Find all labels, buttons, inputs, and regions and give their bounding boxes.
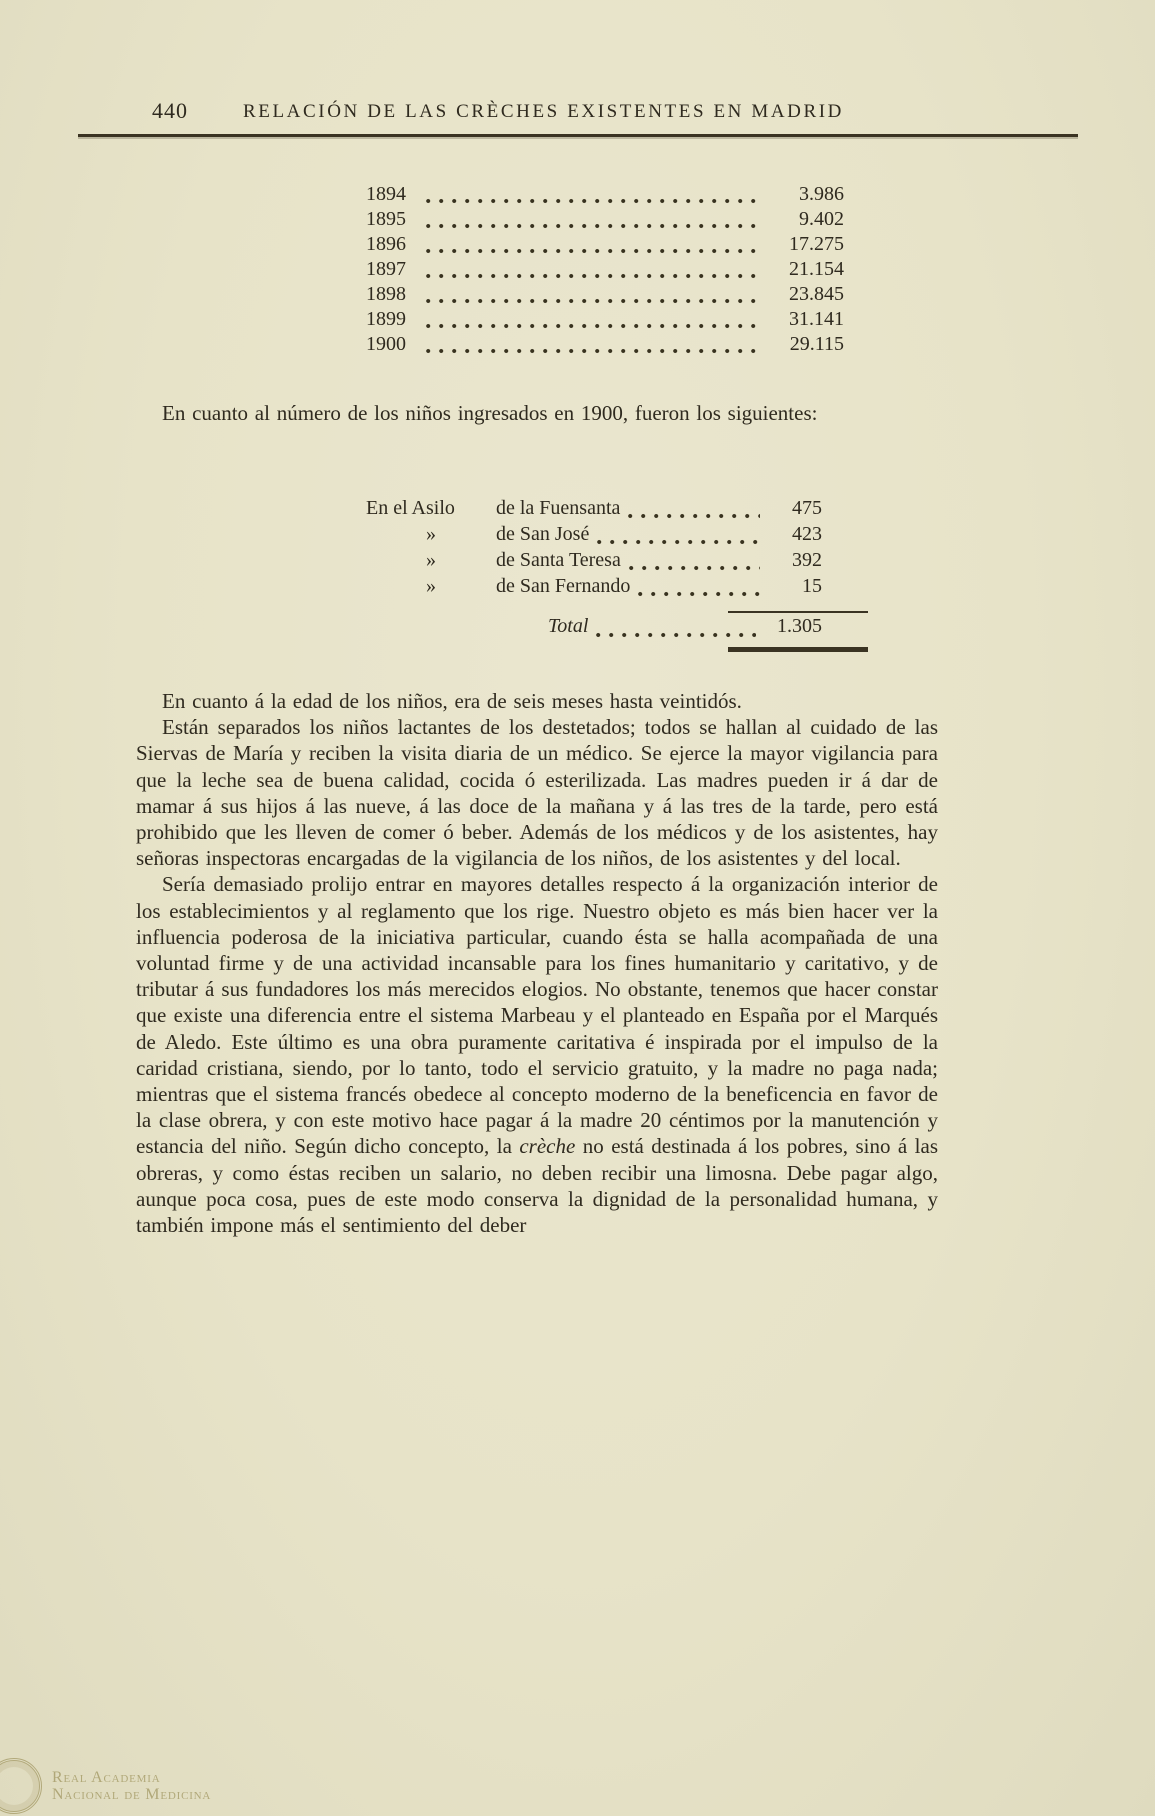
dot-leader xyxy=(596,632,756,638)
admissions-year-table xyxy=(366,183,844,358)
asylum-label: de la Fuensanta xyxy=(496,497,621,519)
year-label: 1898 xyxy=(366,283,406,305)
table-row xyxy=(366,283,844,308)
paragraph-text: no está destinada á los pobres, sino á las obreras, y como éstas reciben un salario, no deben recibir una limosna. Debe pagar algo, aunque poca cosa, pues de este modo conserva la dignidad de la personalidad humana, y también impone más el sentimiento del deber xyxy=(136,1134,938,1238)
italic-term: crèche xyxy=(519,1134,576,1159)
asylum-table xyxy=(366,497,822,652)
watermark-line1: Real Academia xyxy=(52,1769,161,1786)
table-row xyxy=(366,258,844,283)
asylum-label: de San José xyxy=(496,523,590,545)
header-rule xyxy=(78,134,1078,137)
paragraph xyxy=(136,871,938,1238)
year-value: 21.154 xyxy=(789,258,844,280)
asylum-marker: » xyxy=(426,575,436,597)
dot-leader xyxy=(426,198,762,204)
dot-leader xyxy=(629,565,760,571)
total-label: Total xyxy=(548,615,589,637)
total-rule-bottom xyxy=(728,647,868,652)
asylum-value: 423 xyxy=(792,523,822,545)
table-row xyxy=(366,233,844,258)
dot-leader xyxy=(426,223,762,229)
year-value: 9.402 xyxy=(799,208,844,230)
asylum-value: 15 xyxy=(802,575,822,597)
table-row xyxy=(366,497,822,523)
intro-paragraph xyxy=(136,400,938,426)
dot-leader xyxy=(426,323,762,329)
asylum-marker: » xyxy=(426,549,436,571)
dot-leader xyxy=(426,298,762,304)
total-rule-top xyxy=(728,611,868,613)
dot-leader xyxy=(597,539,760,545)
total-value: 1.305 xyxy=(777,615,822,637)
asylum-label: de Santa Teresa xyxy=(496,549,621,571)
table-row xyxy=(366,575,822,601)
asylum-marker: En el Asilo xyxy=(366,497,455,519)
year-label: 1897 xyxy=(366,258,406,280)
year-label: 1896 xyxy=(366,233,406,255)
year-value: 3.986 xyxy=(799,183,844,205)
year-label: 1899 xyxy=(366,308,406,330)
total-row xyxy=(366,615,822,642)
dot-leader xyxy=(426,248,762,254)
paragraph-text: En cuanto al número de los niños ingresados en 1900, fueron los siguientes: xyxy=(162,401,818,425)
asylum-label: de San Fernando xyxy=(496,575,631,597)
asylum-marker: » xyxy=(426,523,436,545)
page-title: RELACIÓN DE LAS CRÈCHES EXISTENTES EN MADRID xyxy=(243,101,845,122)
year-label: 1895 xyxy=(366,208,406,230)
paragraph xyxy=(136,714,938,871)
paragraph-text: En cuanto á la edad de los niños, era de seis meses hasta veintidós. xyxy=(162,689,742,713)
year-value: 29.115 xyxy=(789,333,844,355)
watermark-text xyxy=(52,1769,211,1803)
dot-leader xyxy=(638,591,760,597)
seal-icon xyxy=(0,1758,42,1814)
paragraph-text: Sería demasiado prolijo entrar en mayores detalles respecto á la organización interior de los establecimientos y al reglamento que los rige. Nuestro objeto es más bien hacer ver la influencia poderosa de la iniciativa particular, cuando ésta se halla acompañada de una voluntad firme y de una actividad incansable para los fines humanitario y caritativo, y de tributar á sus fundadores los más merecidos elogios. No obstante, tenemos que hacer constar que existe una diferencia entre el sistema Marbeau y el planteado en España por el Marqués de Aledo. Este último es una obra puramente caritativa é inspirada por el impulso de la caridad cristiana, siendo, por lo tanto, todo el servicio gratuito, y la madre no paga nada; mientras que el sistema francés obedece al concepto moderno de la beneficencia en favor de la clase obrera, y con este motivo hace pagar á la madre 20 céntimos por la manutención y estancia del niño. Según dicho concepto, la xyxy=(136,872,938,1159)
library-watermark xyxy=(0,1758,211,1814)
paragraph xyxy=(136,688,938,714)
asylum-value: 475 xyxy=(792,497,822,519)
table-row xyxy=(366,523,822,549)
watermark-line2: Nacional de Medicina xyxy=(52,1786,212,1803)
dot-leader xyxy=(426,348,762,354)
year-value: 17.275 xyxy=(789,233,844,255)
asylum-value: 392 xyxy=(792,549,822,571)
table-row xyxy=(366,308,844,333)
body-text xyxy=(136,688,938,1238)
table-row xyxy=(366,183,844,208)
dot-leader xyxy=(628,513,760,519)
paragraph-text: Están separados los niños lactantes de los destetados; todos se hallan al cuidado de las Siervas de María y reciben la visita diaria de un médico. Se ejerce la mayor vigilancia para que la leche sea de buena calidad, cocida ó esterilizada. Las madres pueden ir á dar de mamar á sus hijos á las nueve, á las doce de la mañana y á las tres de la tarde, pero está prohibido que les lleven de comer ó beber. Además de los médicos y de los asistentes, hay señoras inspectoras encargadas de la vigilancia de los niños, de los asistentes y del local. xyxy=(136,715,938,871)
year-label: 1894 xyxy=(366,183,406,205)
year-label: 1900 xyxy=(366,333,406,355)
page-number: 440 xyxy=(152,98,188,123)
dot-leader xyxy=(426,273,762,279)
table-row xyxy=(366,549,822,575)
year-value: 31.141 xyxy=(789,308,844,330)
year-value: 23.845 xyxy=(789,283,844,305)
table-row xyxy=(366,333,844,358)
table-row xyxy=(366,208,844,233)
